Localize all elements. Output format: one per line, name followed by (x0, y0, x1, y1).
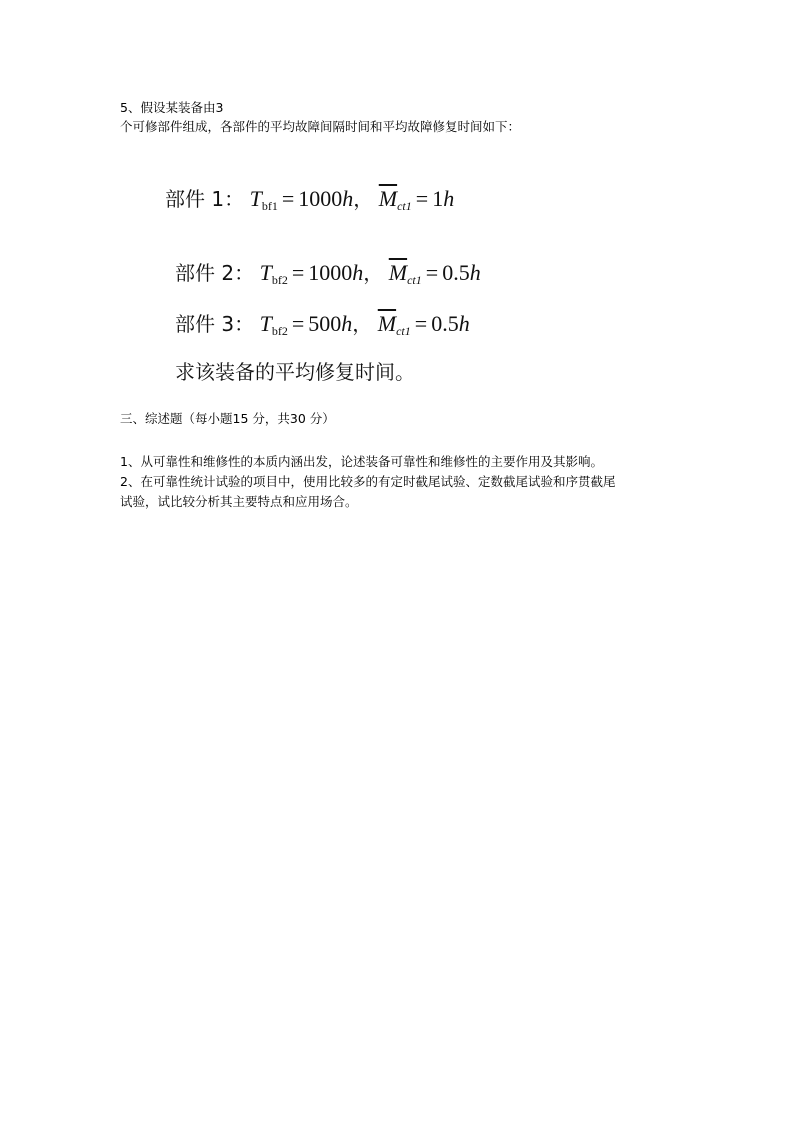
formula-part-1-t-sub: bf1 (261, 199, 278, 213)
formula-part-1-t-value: 1000 (298, 186, 343, 211)
formula-part-1-sep: ， (353, 187, 374, 211)
formula-part-2-m-var: $\overline{M}$ (388, 260, 408, 285)
question-5-intro-line1: 5、假设某装备由3 (120, 100, 224, 115)
formula-part-2-m-unit: h (469, 260, 481, 285)
formula-part-1: 部件 1： $T_{bf1} = 1000h$， $\overline{M}_{ct1} = 1h$ (165, 186, 455, 213)
formula-part-1-m-unit: h (443, 186, 455, 211)
formula-part-2-label: 部件 2： (175, 261, 255, 285)
formula-part-1-m-var: $\overline{M}$ (378, 186, 398, 211)
section-3-question-2-line2: 试验，试比较分析其主要特点和应用场合。 (120, 494, 358, 509)
formula-part-3-t-var: T (259, 311, 272, 336)
formula-part-2-t-var: T (259, 260, 272, 285)
section-3-question-1: 1、从可靠性和维修性的本质内涵出发，论述装备可靠性和维修性的主要作用及其影响。 (120, 454, 603, 469)
formula-part-2-t-value: 1000 (308, 260, 353, 285)
formula-part-2-m-value: 0.5 (442, 260, 470, 285)
question-5-intro-line2: 个可修部件组成，各部件的平均故障间隔时间和平均故障修复时间如下： (120, 119, 521, 134)
formula-part-1-m-sub: ct1 (397, 199, 412, 213)
formula-part-2: 部件 2： $T_{bf2} = 1000h$， $\overline{M}_{ct1} = 0.5h$ (175, 260, 481, 287)
formula-part-2-t-sub: bf2 (271, 273, 288, 287)
formula-part-3-m-sub: ct1 (396, 324, 411, 338)
formula-part-3-label: 部件 3： (175, 312, 255, 336)
formula-part-1-label: 部件 1： (165, 187, 245, 211)
question-5-ask: 求该装备的平均修复时间。 (175, 360, 415, 384)
formula-part-3-m-value: 0.5 (431, 311, 459, 336)
formula-part-1-t-unit: h (342, 186, 354, 211)
formula-part-3-t-sub: bf2 (271, 324, 288, 338)
section-3-heading: 三、综述题（每小题15 分，共30 分） (120, 411, 335, 426)
section-3-question-2-line1: 2、在可靠性统计试验的项目中，使用比较多的有定时截尾试验、定数截尾试验和序贯截尾 (120, 474, 616, 489)
formula-part-2-m-sub: ct1 (407, 273, 422, 287)
formula-part-3-sep: ， (352, 312, 373, 336)
formula-part-3-t-value: 500 (308, 311, 342, 336)
formula-part-3-t-unit: h (341, 311, 353, 336)
formula-part-2-t-unit: h (352, 260, 364, 285)
formula-part-1-t-var: T (249, 186, 262, 211)
formula-part-2-sep: ， (363, 261, 384, 285)
formula-part-1-m-value: 1 (432, 186, 444, 211)
formula-part-3-m-var: $\overline{M}$ (377, 311, 397, 336)
formula-part-3-m-unit: h (458, 311, 470, 336)
formula-part-3: 部件 3： $T_{bf2} = 500h$， $\overline{M}_{ct1} = 0.5h$ (175, 311, 470, 338)
